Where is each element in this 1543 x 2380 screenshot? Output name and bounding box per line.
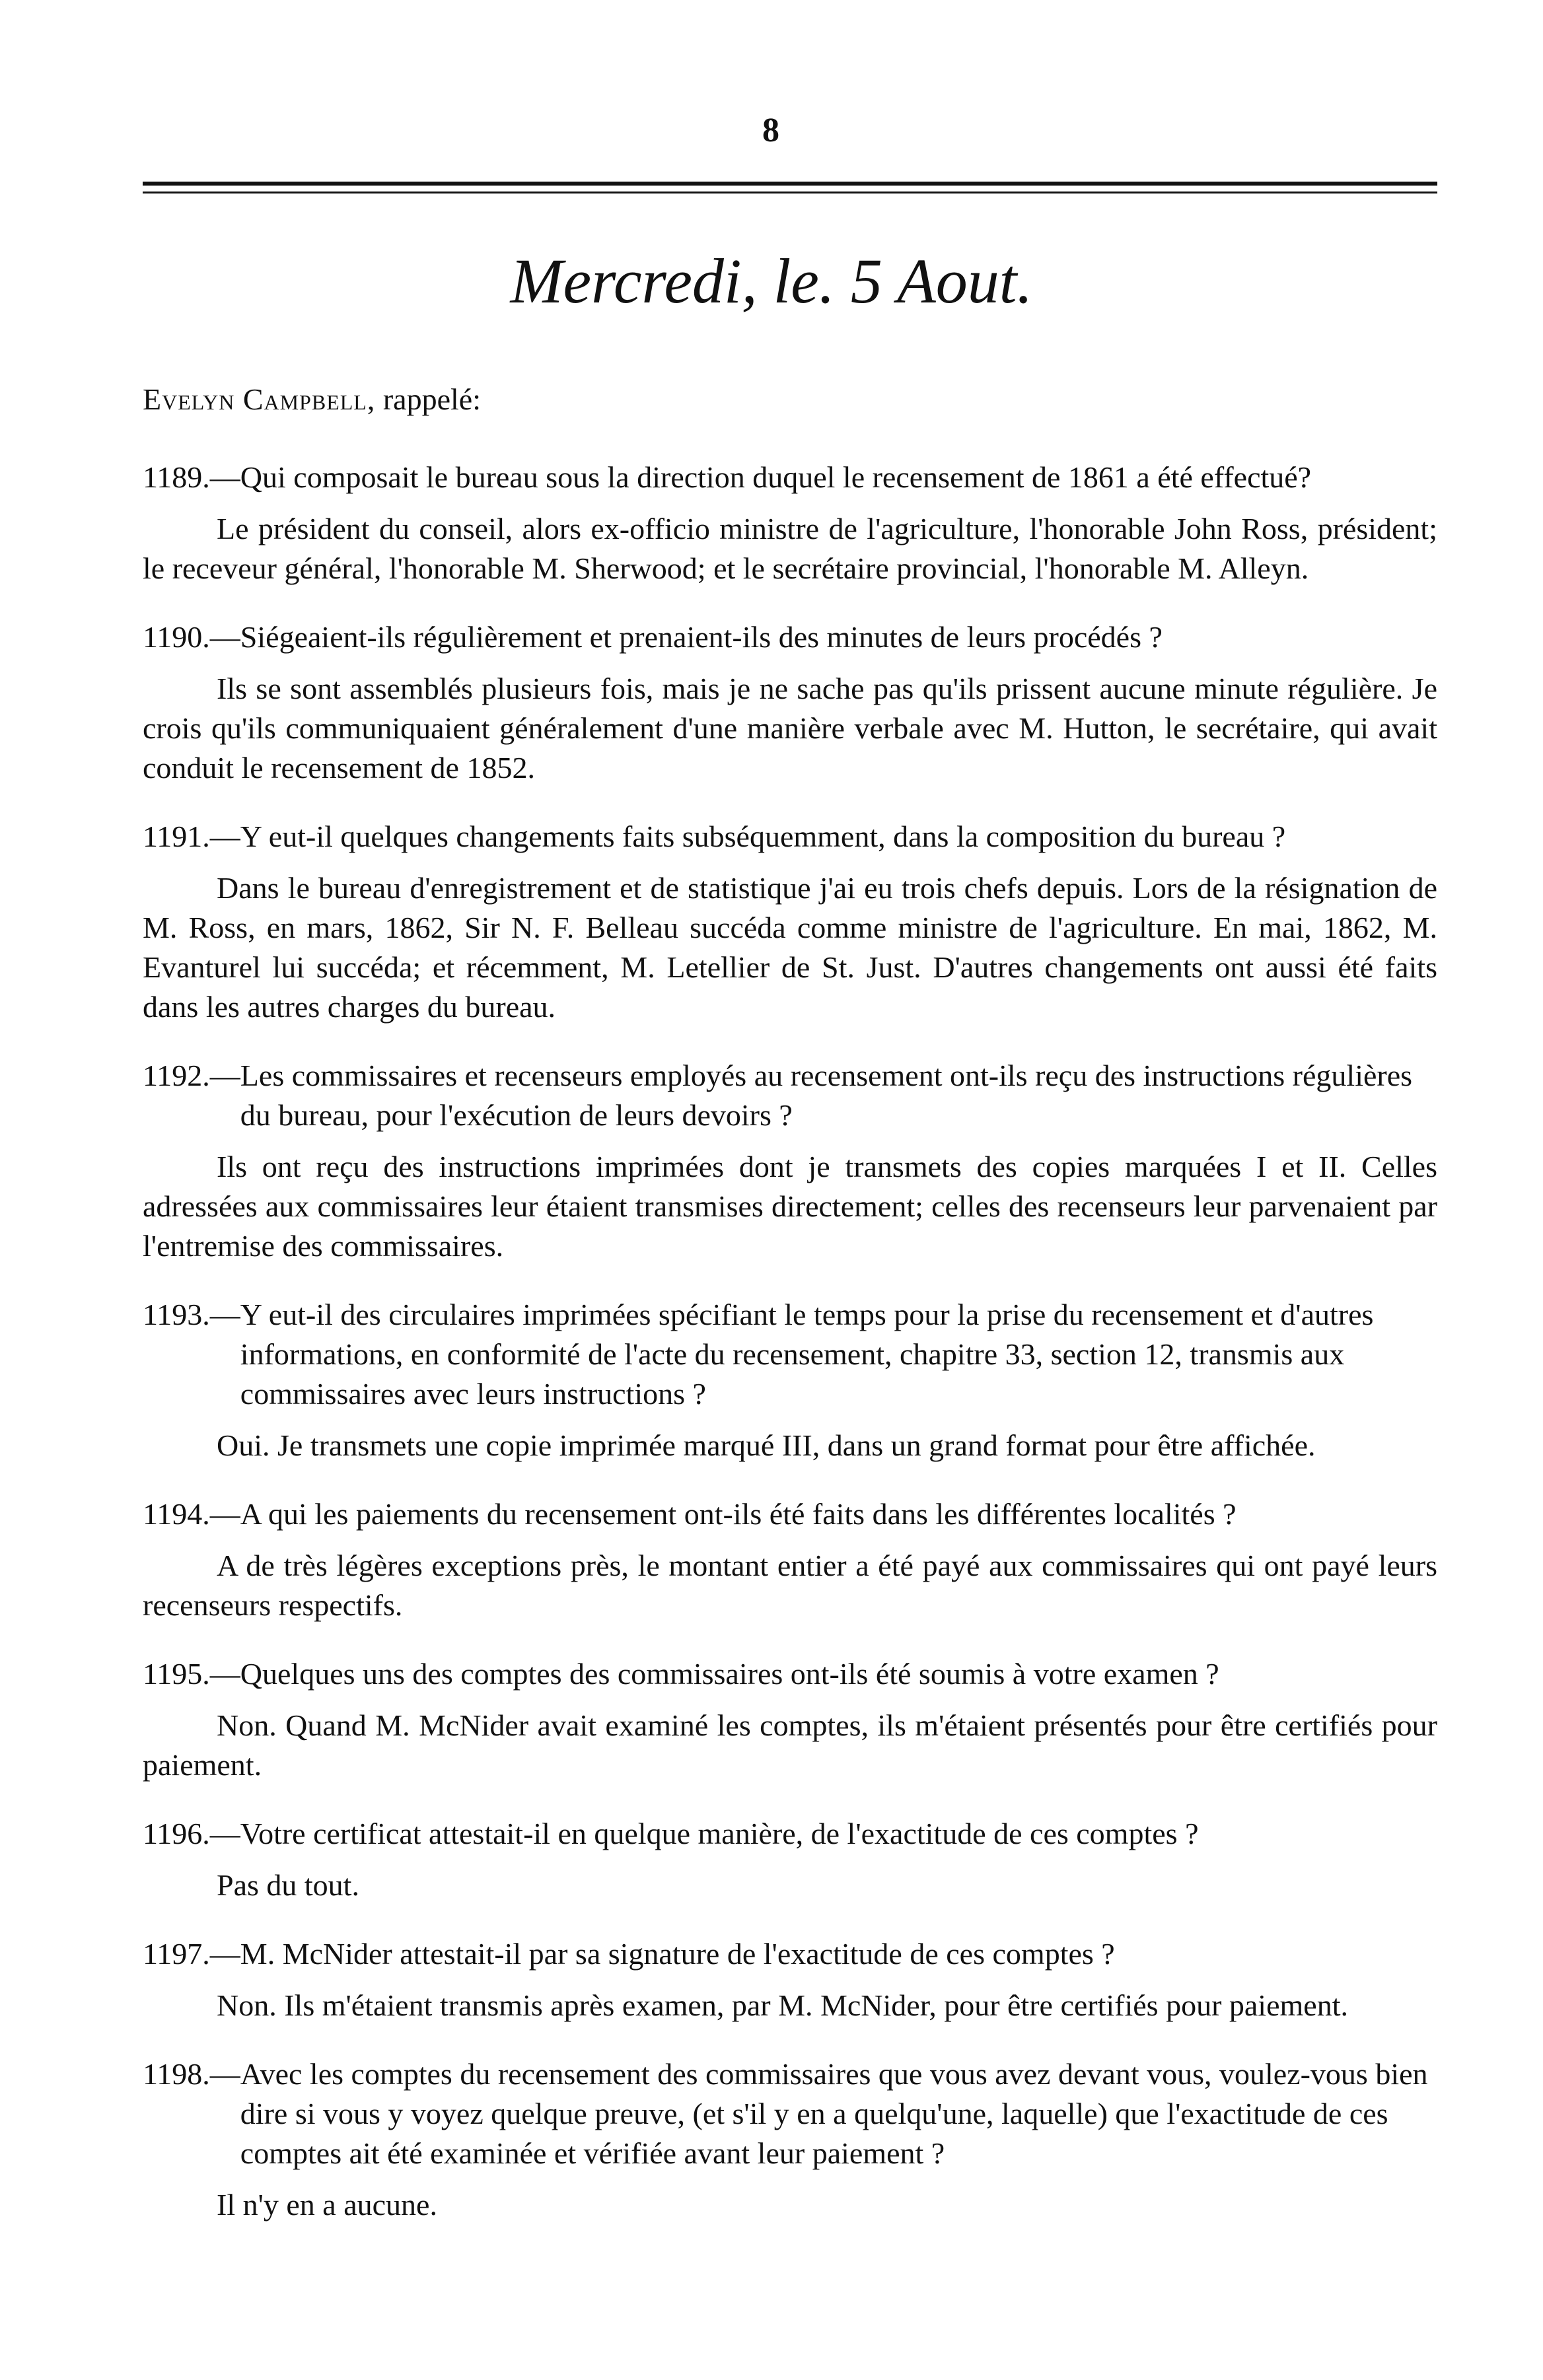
question-number: 1193.— — [143, 1298, 240, 1331]
witness-status: rappelé: — [382, 382, 481, 416]
question — [143, 2054, 1437, 2173]
answer-text: Non. Ils m'étaient transmis après examen, par M. McNider, pour être certifiés pour paiement. — [217, 1988, 1348, 2022]
question — [143, 1056, 1437, 1135]
answer-text: Dans le bureau d'enregistrement et de statistique j'ai eu trois chefs depuis. Lors de la résignation de M. Ross, en mars, 1862, Sir N. F. Belleau succéda comme ministre de l'agriculture. En mai, 1862, M. Evanturel lui succéda; et récemment, M. Letellier de St. Just. D'autres changements ont aussi été faits dans les autres charges du bureau. — [143, 871, 1437, 1024]
question — [143, 1814, 1437, 1854]
answer-text: Oui. Je transmets une copie imprimée marqué III, dans un grand format pour être affichée. — [217, 1428, 1316, 1462]
witness-line — [143, 380, 1437, 419]
question-number: 1198.— — [143, 2057, 240, 2091]
question-text: Qui composait le bureau sous la direction duquel le recensement de 1861 a été effectué? — [240, 460, 1312, 494]
question-number: 1194.— — [143, 1497, 240, 1531]
question-text: Y eut-il des circulaires imprimées spécifiant le temps pour la prise du recensement et d'autres informations, en conformité de l'acte du recensement, chapitre 33, section 12, transmis aux commissaires avec leurs instructions ? — [240, 1298, 1374, 1411]
question — [143, 617, 1437, 657]
question — [143, 458, 1437, 497]
header-rule-thick — [143, 182, 1437, 186]
question-text: Avec les comptes du recensement des commissaires que vous avez devant vous, voulez-vous bien dire si vous y voyez quelque preuve, (et s'il y en a quelqu'une, laquelle) que l'exactitude de ces comptes ait été examinée et vérifiée avant leur paiement ? — [240, 2057, 1428, 2170]
qa-entry — [143, 1934, 1437, 2025]
question-text: Votre certificat attestait-il en quelque manière, de l'exactitude de ces comptes ? — [240, 1817, 1199, 1850]
qa-entry — [143, 1056, 1437, 1266]
witness-name: Evelyn Campbell, — [143, 382, 376, 416]
question-answer-list — [143, 458, 1437, 2225]
question-text: Y eut-il quelques changements faits subséquemment, dans la composition du bureau ? — [240, 820, 1286, 853]
answer-text: Ils se sont assemblés plusieurs fois, mais je ne sache pas qu'ils prissent aucune minute régulière. Je crois qu'ils communiquaient généralement d'une manière verbale avec M. Hutton, le secrétaire, qui avait conduit le recensement de 1852. — [143, 672, 1437, 785]
question-number: 1196.— — [143, 1817, 240, 1850]
question-number: 1190.— — [143, 620, 240, 654]
qa-entry — [143, 2054, 1437, 2225]
qa-entry — [143, 458, 1437, 588]
question-number: 1192.— — [143, 1059, 240, 1092]
question — [143, 1295, 1437, 1414]
question — [143, 1654, 1437, 1694]
question-number: 1191.— — [143, 820, 240, 853]
question-text: M. McNider attestait-il par sa signature de l'exactitude de ces comptes ? — [240, 1937, 1115, 1971]
date-heading: Mercredi, le. 5 Aout. — [510, 246, 1033, 316]
answer-text: Il n'y en a aucune. — [217, 2188, 437, 2222]
qa-entry — [143, 1494, 1437, 1625]
answer-text: Pas du tout. — [217, 1868, 359, 1902]
qa-entry — [143, 617, 1437, 788]
question — [143, 817, 1437, 857]
qa-entry — [143, 1295, 1437, 1465]
header-rule-thin — [143, 192, 1437, 193]
page-number: 8 — [762, 112, 781, 149]
question — [143, 1494, 1437, 1534]
question-text: Les commissaires et recenseurs employés au recensement ont-ils reçu des instructions régulières du bureau, pour l'exécution de leurs devoirs ? — [240, 1059, 1413, 1132]
testimony-body — [143, 380, 1437, 2254]
qa-entry — [143, 817, 1437, 1027]
answer-text: Le président du conseil, alors ex-officio ministre de l'agriculture, l'honorable John Ross, président; le receveur général, l'honorable M. Sherwood; et le secrétaire provincial, l'honorable M. Alleyn. — [143, 512, 1437, 585]
question-text: A qui les paiements du recensement ont-ils été faits dans les différentes localités ? — [240, 1497, 1237, 1531]
question-text: Quelques uns des comptes des commissaires ont-ils été soumis à votre examen ? — [240, 1657, 1219, 1691]
answer-text: Non. Quand M. McNider avait examiné les comptes, ils m'étaient présentés pour être certifiés pour paiement. — [143, 1708, 1437, 1782]
qa-entry — [143, 1814, 1437, 1905]
question — [143, 1934, 1437, 1974]
qa-entry — [143, 1654, 1437, 1785]
answer-text: A de très légères exceptions près, le montant entier a été payé aux commissaires qui ont payé leurs recenseurs respectifs. — [143, 1549, 1437, 1622]
question-number: 1195.— — [143, 1657, 240, 1691]
answer-text: Ils ont reçu des instructions imprimées dont je transmets des copies marquées I et II. Celles adressées aux commissaires leur étaient transmises directement; celles des recenseurs leur parvenaient par l'entremise des commissaires. — [143, 1150, 1437, 1263]
question-number: 1197.— — [143, 1937, 240, 1971]
question-number: 1189.— — [143, 460, 240, 494]
question-text: Siégeaient-ils régulièrement et prenaient-ils des minutes de leurs procédés ? — [240, 620, 1163, 654]
